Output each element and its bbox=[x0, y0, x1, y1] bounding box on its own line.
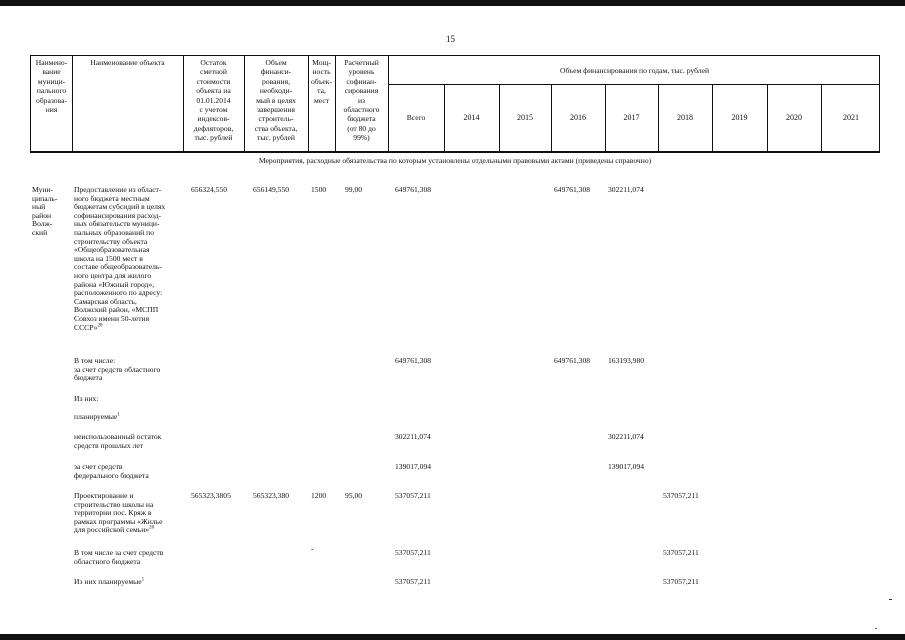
header-remaining-cost: Остаток сметной стоимости объекта на 01.01.2014 с учетом индексов- дефляторов, тыс. рублей bbox=[193, 58, 234, 143]
object-name: Из них планируемые$^1$ bbox=[74, 577, 145, 586]
object-name: В том числе: за счет средств областного бюджета bbox=[74, 356, 161, 383]
cell-total: 302211,074 bbox=[395, 432, 431, 441]
cell-volume: 656149,550 bbox=[253, 185, 290, 194]
object-name: Предоставление из област- ного бюджета местным бюджетам субсидий в целях софинансирования расход- ных обязательств муници- пальных образований по строительству объекта «Общеобразовательная школа на 1500 мест в составе общеобразователь- ного центра для жилого района «Южный город», расположенного по адресу: Самарская область, Волжский район, «МСПП Совхоз имени 50-летия СССР»$^{20}$ bbox=[74, 185, 166, 332]
footnote-marker: 20 bbox=[97, 322, 103, 328]
scan-bottom-border bbox=[0, 634, 905, 640]
scan-speck bbox=[875, 628, 877, 629]
footnote-marker: 1 bbox=[117, 412, 120, 418]
object-name: В том числе за счет средств областного бюджета bbox=[74, 548, 164, 566]
page-number: 15 bbox=[446, 34, 455, 44]
cell-y2017: 139017,094 bbox=[608, 462, 645, 471]
header-municipality: Наимено- вание муници- пального образова- ния bbox=[35, 58, 68, 115]
cell-y2018: 537057,211 bbox=[663, 577, 699, 586]
object-name: планируемые$^1$ bbox=[74, 412, 120, 421]
header-year: 2018 bbox=[677, 113, 693, 122]
cell-volume: 565323,380 bbox=[253, 491, 290, 500]
footnote-marker: 1 bbox=[141, 577, 145, 583]
table-header bbox=[30, 55, 880, 152]
cell-y2016: 649761,308 bbox=[554, 356, 591, 365]
header-year: 2017 bbox=[623, 113, 640, 122]
object-name: неиспользованный остаток средств прошлых лет bbox=[74, 432, 162, 450]
cell-capacity: 1500 bbox=[311, 185, 327, 194]
cell-level: 95,00 bbox=[345, 491, 363, 500]
cell-total: 139017,094 bbox=[395, 462, 432, 471]
header-year: 2021 bbox=[843, 113, 859, 122]
header-capacity: Мощ- ность объек- та, мест bbox=[311, 58, 332, 105]
cell-y2017: 302211,074 bbox=[608, 432, 644, 441]
header-year: 2019 bbox=[731, 113, 748, 122]
cell-total: 537057,211 bbox=[395, 548, 431, 557]
header-year: 2020 bbox=[786, 113, 802, 122]
cell-y2016: 649761,308 bbox=[554, 185, 591, 194]
header-financing-by-years: Объем финансирования по годам, тыс. рублей bbox=[559, 66, 710, 75]
cell-level: 99,00 bbox=[345, 185, 363, 194]
cell-y2017: 163193,980 bbox=[608, 356, 645, 365]
header-bottom-rule bbox=[30, 152, 880, 153]
header-cofinancing-level: Расчетный уровень софинан- сирования из областного бюджета (от 80 до 99%) bbox=[343, 58, 380, 143]
scan-speck bbox=[889, 599, 892, 600]
cell-capacity: 1200 bbox=[311, 491, 327, 500]
cell-remaining: 565323,3805 bbox=[191, 491, 231, 500]
section-title: Мероприятия, расходные обязательства по которым установлены отдельными правовыми актами (приведены справочно) bbox=[258, 156, 652, 165]
header-year: 2014 bbox=[463, 113, 480, 122]
cell-remaining: 656324,550 bbox=[191, 185, 228, 194]
header-financing-volume: Объем финанси- рования, необходи- мый в целях завершения строитель- ства объекта, тыс. рублей bbox=[254, 58, 298, 143]
header-object-name: Наименование объекта bbox=[90, 58, 165, 67]
header-year: 2016 bbox=[570, 113, 586, 122]
header-total: Всего bbox=[406, 113, 426, 122]
footnote-marker: 20 bbox=[149, 525, 155, 531]
header-year: 2015 bbox=[517, 113, 533, 122]
cell-total: 649761,308 bbox=[395, 356, 432, 365]
cell-total: 649761,308 bbox=[395, 185, 432, 194]
cell-y2018: 537057,211 bbox=[663, 491, 699, 500]
cell-capacity: - bbox=[311, 544, 314, 553]
object-name: Из них: bbox=[74, 394, 99, 403]
object-name: за счет средств федерального бюджета bbox=[74, 462, 149, 480]
cell-total: 537057,211 bbox=[395, 577, 431, 586]
cell-y2018: 537057,211 bbox=[663, 548, 699, 557]
object-name: Проектирование и строительство школы на территории пос. Кряж в рамках программы «Жилье для российской семьи»$^{20}$ bbox=[74, 491, 163, 535]
scan-top-border bbox=[0, 0, 905, 6]
cell-y2017: 302211,074 bbox=[608, 185, 644, 194]
cell-total: 537057,211 bbox=[395, 491, 431, 500]
municipality-name: Муни- ципаль- ный район Волж- ский bbox=[32, 185, 58, 237]
